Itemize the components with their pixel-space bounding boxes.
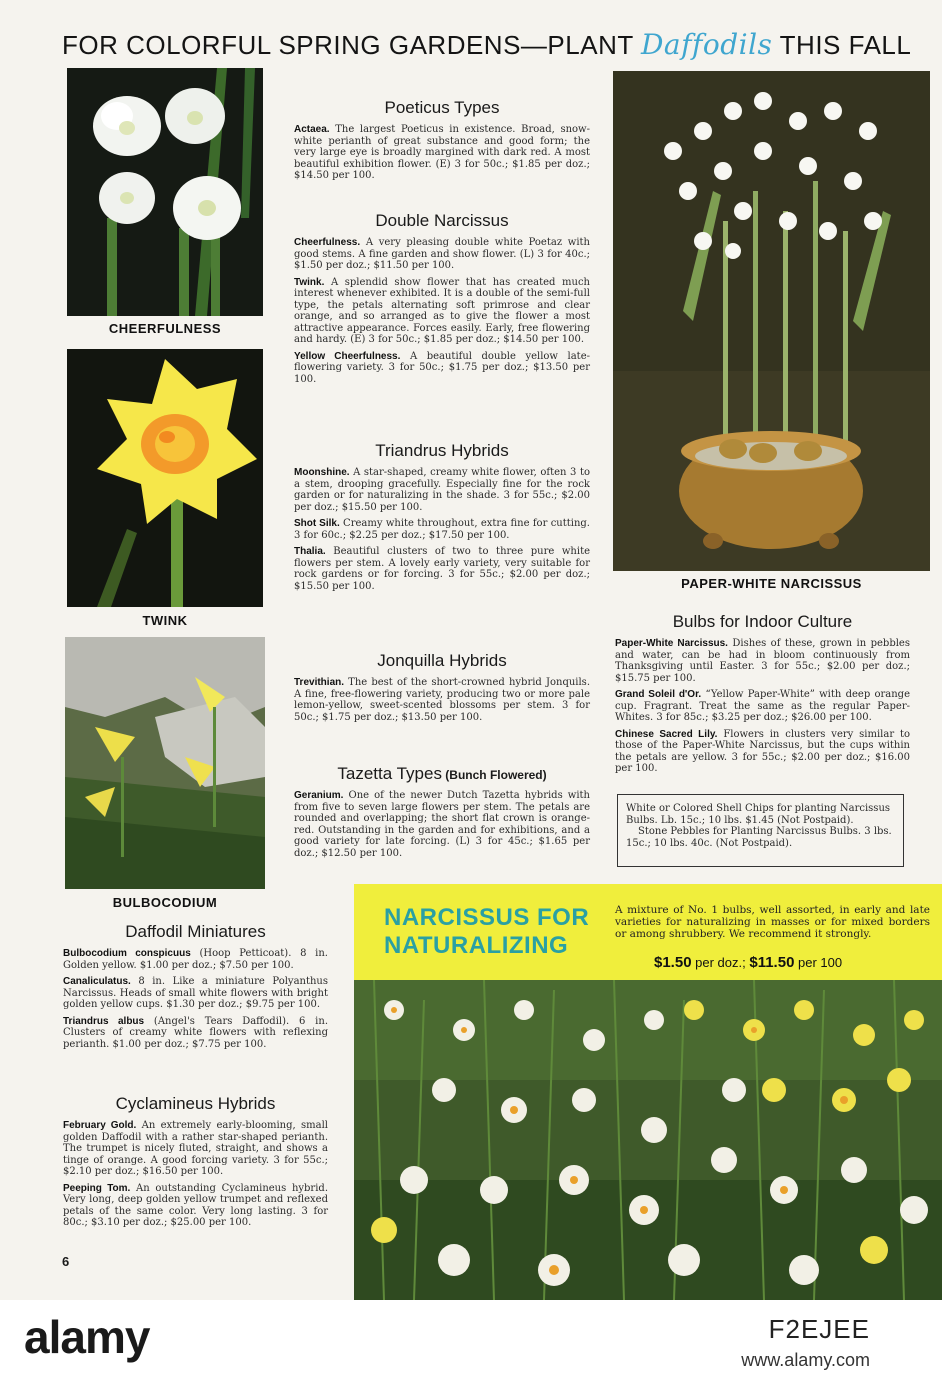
entry-cheerfulness: Cheerfulness. A very pleasing double white Poetaz with good stems. A fine garden and show flower. (L) 3 for 40c.; $1.50 per doz.; $11.50 per 100. [294,237,590,271]
paperwhite-photo [613,71,930,571]
section-title: Tazetta Types (Bunch Flowered) [337,764,547,783]
bulbocodium-photo [65,637,265,889]
section-title: Triandrus Hybrids [375,441,509,460]
entry-grand-soleil: Grand Soleil d'Or. “Yellow Paper-White” with deep orange cup. Fragrant. Treat the same as the regular Paper-Whites. 3 for 85c.; $3.25 per doz.; $26.00 per 100. [615,689,911,723]
section-poeticus [294,98,590,187]
section-title: Poeticus Types [384,98,500,117]
caption-twink: TWINK [142,613,188,628]
shell-chips-text: White or Colored Shell Chips for planting Narcissus Bulbs. Lb. 15c.; 10 lbs. $1.45 (Not Postpaid). [626,803,891,826]
section-indoor [615,612,910,780]
caption-paperwhite: PAPER-WHITE NARCISSUS [681,576,862,591]
section-title: Daffodil Miniatures [125,922,266,941]
caption-bulbocodium: BULBOCODIUM [112,895,218,910]
stock-footer [0,1300,942,1390]
section-title: Double Narcissus [375,211,509,230]
naturalizing-banner [354,884,942,980]
stone-pebbles-text: Stone Pebbles for Planting Narcissus Bulbs. 3 lbs. 15c.; 10 lbs. 40c. (Not Postpaid). [626,826,892,849]
section-title: Cyclamineus Hybrids [115,1094,276,1113]
naturalizing-title: NARCISSUS FOR NATURALIZING [384,904,590,959]
section-cyclamineus [63,1094,328,1234]
entry-geranium: Geranium. One of the newer Dutch Tazetta hybrids with from five to seven large flowers per stem. The petals are rounded and overlapping; the short flat crown is orange-red. Outstanding in the garden and for exhibitions, and a good variety for late forcing. (L) 3 for 45c.; $1.65 per doz.; $12.50 per 100. [294,790,590,859]
section-title: Jonquilla Hybrids [377,651,507,670]
page-number: 6 [62,1254,70,1269]
page-header [62,28,922,68]
entry-twink: Twink. A splendid show flower that has created much interest whenever exhibited. It is a double of the semi-full type, the petals alternating soft primrose and clear orange, and so arranged as to give the flower a most attractive appearance. Forces easily. Early, free flowering and hardy. (E) 3 for 50c.; $1.85 per doz.; $14.50 per 100. [294,276,590,345]
entry-yellow-cheerfulness: Yellow Cheerfulness. A beautiful double yellow late-flowering variety. 3 for 50c.; $1.75 per doz.; $13.50 per 100. [294,350,590,385]
caption-cheerfulness: CHEERFULNESS [108,321,222,336]
header-title-pre: FOR COLORFUL SPRING GARDENS—PLANT [62,30,641,60]
site-url: www.alamy.com [741,1350,870,1370]
entry-triandrus-albus: Triandrus albus (Angel's Tears Daffodil). 6 in. Clusters of creamy white flowers with reflexing perianth. $1.00 per doz.; $7.75 per 100. [63,1015,329,1050]
entry-chinese-sacred-lily: Chinese Sacred Lily. Flowers in clusters very similar to those of the Paper-White Narcissus, but the cups within the petals are yellow. 3 for 55c.; $2.00 per doz.; $16.00 per 100. [615,728,911,774]
entry-paperwhite: Paper-White Narcissus. Dishes of these, grown in pebbles and water, can be had in bloom continuously from Thanksgiving until Easter. 3 for 55c.; $2.00 per doz.; $15.75 per 100. [615,638,910,684]
entry-shot-silk: Shot Silk. Creamy white throughout, extra fine for cutting. 3 for 60c.; $2.25 per doz.; $17.50 per 100. [294,518,590,541]
cheerfulness-photo [67,68,263,316]
header-title-script: Daffodils [640,28,773,61]
section-double-narcissus [294,211,590,390]
naturalizing-description: A mixture of No. 1 bulbs, well assorted, in early and late varieties for naturalizing in masses or for mixed borders or among shrubbery. We recommend it strongly. [615,904,930,940]
entry-moonshine: Moonshine. A star-shaped, creamy white flower, often 3 to a stem, drooping gracefully. Especially fine for the rock garden or for naturalizing in the shade. 3 for 55c.; $2.00 per doz.; $15.50 per 100. [294,467,590,513]
entry-february-gold: February Gold. An extremely early-blooming, small golden Daffodil with a rather star-shaped perianth. The trumpet is nicely fluted, straight, and shows a tinge of orange. A good forcing variety. 3 for 55c.; $2.10 per doz.; $16.50 per 100. [63,1120,328,1177]
section-jonquilla [294,651,590,728]
entry-trevithian: Trevithian. The best of the short-crowned hybrid Jonquils. A fine, free-flowering variety, producing two or more pale lemon-yellow, sweet-scented blossoms per stem. 3 for 50c.; $1.75 per doz.; $13.50 per 100. [294,677,590,723]
entry-actaea: Actaea. The largest Poeticus in existence. Broad, snow-white perianth of great substance and good form; the very large eye is broadly margined with dark red. A most beautiful exhibition flower. (E) 3 for 50c.; $1.85 per doz.; $14.50 per 100. [294,124,590,181]
naturalizing-photo [354,980,942,1300]
section-tazetta [294,764,590,864]
image-id: F2EJEE [768,1314,870,1344]
alamy-logo: alamy [24,1311,150,1363]
section-title: Bulbs for Indoor Culture [672,612,853,631]
entry-peeping-tom: Peeping Tom. An outstanding Cyclamineus hybrid. Very long, deep golden yellow trumpet and reflexed petals of the same color. Very long lasting. 3 for 80c.; $3.10 per doz.; $25.00 per 100. [63,1182,328,1228]
shell-chips-box [617,794,904,867]
section-triandrus [294,441,590,597]
entry-thalia: Thalia. Beautiful clusters of two to three pure white flowers per stem. A lovely early variety, very suitable for rock gardens or for forcing. 3 for 55c.; $2.00 per doz.; $15.50 per 100. [294,546,590,592]
naturalizing-price: $1.50 per doz.; $11.50 per 100 [654,954,843,971]
section-miniatures [63,922,328,1055]
entry-canaliculatus: Canaliculatus. 8 in. Like a miniature Polyanthus Narcissus. Heads of small white flowers with bright golden yellow cups. $1.30 per doz.; $9.75 per 100. [63,976,328,1010]
header-title-post: THIS FALL [772,30,912,60]
twink-photo [67,349,263,607]
entry-bulbocodium: Bulbocodium conspicuus (Hoop Petticoat). 8 in. Golden yellow. $1.00 per doz.; $7.50 per 100. [63,948,328,971]
